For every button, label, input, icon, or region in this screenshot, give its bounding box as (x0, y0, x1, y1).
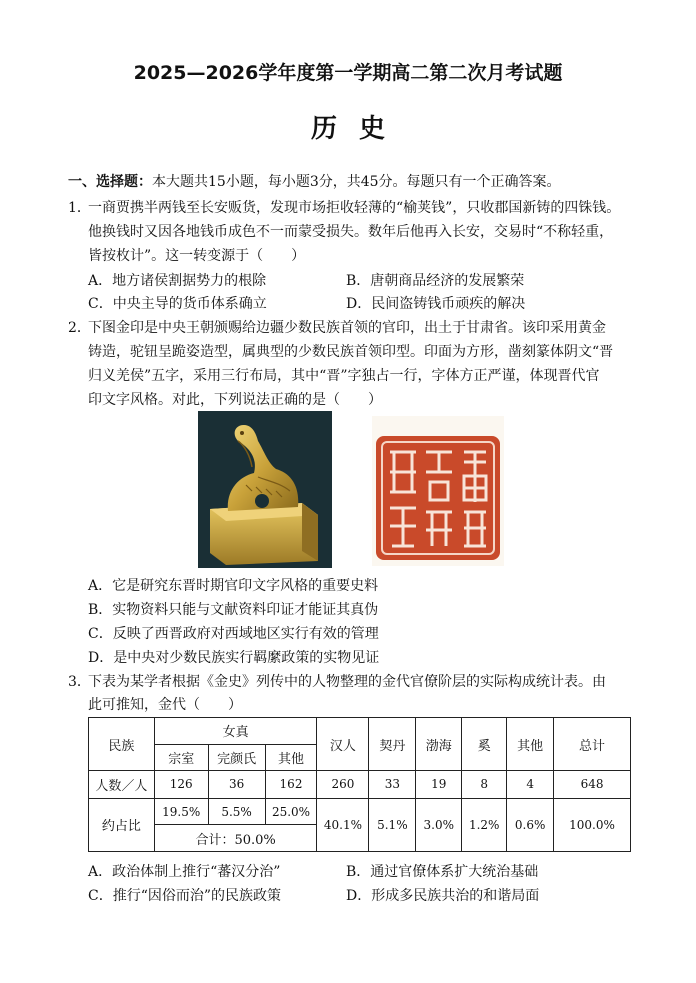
exam-title: 2025—2026学年度第一学期高二第二次月考试题 (133, 62, 563, 84)
header-total: 总计 (554, 718, 631, 771)
header-ethnic: 民族 (89, 718, 155, 771)
header-bohai: 渤海 (416, 718, 462, 771)
header-nuzhen-other: 其他 (265, 744, 317, 771)
q1-stem-line-1: 一商贾携半两钱至长安贩货，发现市场拒收轻薄的“榆荚钱”，只收郡国新铸的四铢钱。 (88, 200, 621, 216)
row-count-label: 人数／人 (89, 771, 155, 799)
count-cell: 648 (554, 771, 631, 799)
q3-option-d[interactable]: D．形成多民族共治的和谐局面 (346, 888, 540, 904)
header-other: 其他 (507, 718, 554, 771)
pct-cell: 5.5% (208, 798, 265, 825)
q3-option-a[interactable]: A．政治体制上推行“蕃汉分治” (88, 864, 281, 880)
section-heading (68, 172, 561, 192)
q1-option-b[interactable]: B．唐朝商品经济的发展繁荣 (346, 273, 525, 289)
q2-option-c[interactable]: C．反映了西晋政府对西域地区实行有效的管理 (88, 626, 379, 642)
pct-cell: 100.0% (554, 798, 631, 851)
count-cell: 8 (462, 771, 507, 799)
count-cell: 19 (416, 771, 462, 799)
row-pct-label: 约占比 (89, 798, 155, 851)
count-cell: 36 (208, 771, 265, 799)
pct-cell: 3.0% (416, 798, 462, 851)
header-nuzhen: 女真 (154, 718, 317, 745)
header-han: 汉人 (317, 718, 369, 771)
q1-stem-line-3: 皆按枚计”。这一转变源于（ ） (88, 248, 306, 264)
count-cell: 162 (265, 771, 317, 799)
pct-cell: 19.5% (154, 798, 208, 825)
q3-number: 3． (68, 674, 91, 690)
pct-cell: 1.2% (462, 798, 507, 851)
q1-option-c[interactable]: C．中央主导的货币体系确立 (88, 296, 267, 312)
q2-option-b[interactable]: B．实物资料只能与文献资料印证才能证其真伪 (88, 602, 379, 618)
camel-knob-seal-icon (198, 411, 332, 568)
q3-stem-line-1: 下表为某学者根据《金史》列传中的人物整理的金代官僚阶层的实际构成统计表。由 (88, 674, 606, 690)
pct-cell: 5.1% (369, 798, 416, 851)
pct-cell: 40.1% (317, 798, 369, 851)
subject-title: 历史 (310, 114, 407, 144)
nuzhen-total-cell: 合计：50.0% (154, 825, 317, 852)
officials-stats-table (88, 717, 631, 852)
q2-stem-line-3: 归义羌侯”五字，采用三行布局，其中“晋”字独占一行，字体方正严谨，体现晋代官 (88, 368, 600, 384)
pct-cell: 25.0% (265, 798, 317, 825)
q1-number: 1． (68, 200, 91, 216)
pct-cell: 0.6% (507, 798, 554, 851)
q2-option-a[interactable]: A．它是研究东晋时期官印文字风格的重要史料 (88, 578, 379, 594)
q2-option-d[interactable]: D．是中央对少数民族实行羁縻政策的实物见证 (88, 650, 380, 666)
q3-option-c[interactable]: C．推行“因俗而治”的民族政策 (88, 888, 282, 904)
q2-stem-line-2: 铸造，驼钮呈跪姿造型，属典型的少数民族首领印型。印面为方形，凿刻篆体阴文“晋 (88, 344, 614, 360)
header-imperial-clan: 宗室 (154, 744, 208, 771)
count-cell: 260 (317, 771, 369, 799)
gold-seal-photo (198, 411, 332, 568)
section-label: 一、选择题： (68, 174, 152, 190)
count-cell: 126 (154, 771, 208, 799)
q1-stem-line-2: 他换钱时又因各地钱币成色不一而蒙受损失。数年后他再入长安，交易时“不称轻重， (88, 224, 614, 240)
header-khitan: 契丹 (369, 718, 416, 771)
seal-impression-icon (372, 416, 504, 566)
header-xi: 奚 (462, 718, 507, 771)
seal-impression-photo (372, 416, 504, 566)
count-cell: 33 (369, 771, 416, 799)
q2-number: 2． (68, 320, 91, 336)
q3-option-b[interactable]: B．通过官僚体系扩大统治基础 (346, 864, 539, 880)
section-desc: 本大题共15小题，每小题3分，共45分。每题只有一个正确答案。 (152, 174, 561, 190)
q2-stem-line-4: 印文字风格。对此，下列说法正确的是（ ） (88, 392, 382, 408)
q2-stem-line-1: 下图金印是中央王朝颁赐给边疆少数民族首领的官印，出土于甘肃省。该印采用黄金 (88, 320, 606, 336)
q1-option-a[interactable]: A．地方诸侯割据势力的根除 (88, 273, 267, 289)
q1-option-d[interactable]: D．民间盗铸钱币顽疾的解决 (346, 296, 526, 312)
q3-stem-line-2: 此可推知，金代（ ） (88, 697, 242, 713)
header-wanyan: 完颜氏 (208, 744, 265, 771)
count-cell: 4 (507, 771, 554, 799)
